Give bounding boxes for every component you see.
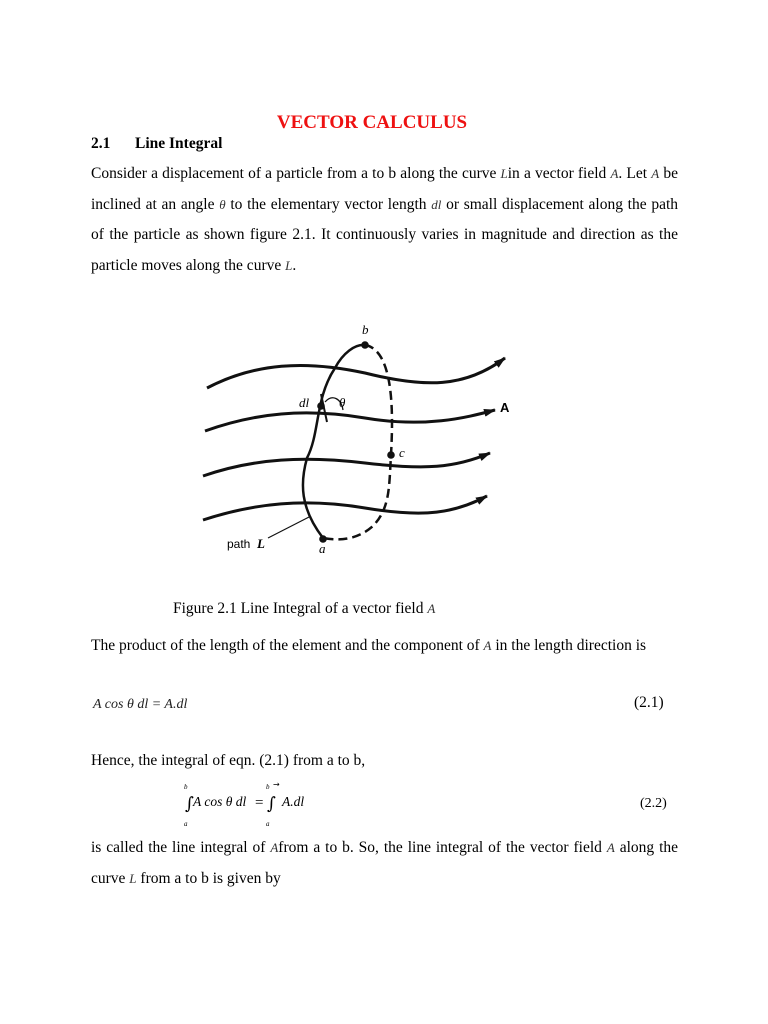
- equation-2-2-drawing: [182, 782, 332, 828]
- math-symbol: A: [606, 840, 615, 855]
- figure-drawing: [195, 318, 525, 563]
- field-line-2: [205, 410, 495, 431]
- math-symbol: L: [129, 870, 137, 886]
- text-run: or small displacement along the path of the particle as shown figure 2.1. It continuously varies in magnitude and direction as the particle moves along the curve: [91, 195, 679, 274]
- math-symbol: θ: [219, 196, 226, 212]
- caption-text: Figure 2.1 Line Integral of a vector field: [173, 600, 428, 617]
- label-A: A: [500, 400, 510, 415]
- point-c: [387, 451, 395, 459]
- equation-lhs: A cos θ dl: [193, 794, 247, 809]
- math-symbol: A: [427, 601, 436, 616]
- field-line-1: [207, 358, 505, 388]
- integral-lower-limit: a: [184, 820, 188, 828]
- text-run: in a vector field: [507, 165, 611, 182]
- point-dl: [317, 402, 325, 410]
- product-paragraph: [91, 631, 678, 662]
- text-run: from a to b. So, the line integral of the vector field: [278, 839, 607, 856]
- section-number: 2.1: [91, 135, 111, 152]
- text-run: .: [292, 256, 297, 274]
- text-run: Consider a displacement of a particle from a to b along the curve: [91, 165, 501, 182]
- intro-paragraph: [91, 159, 678, 281]
- text-run: along the curve: [91, 839, 679, 887]
- label-c: c: [399, 445, 405, 460]
- line-integral-paragraph: [91, 833, 678, 894]
- label-a: a: [319, 541, 326, 556]
- text-run: be inclined at an angle: [91, 165, 678, 213]
- math-symbol: dl: [431, 196, 442, 212]
- math-symbol: A: [270, 840, 279, 855]
- text-run: from a to b is given by: [136, 869, 281, 887]
- text-run: in the length direction is: [491, 637, 647, 654]
- label-path: path: [227, 537, 251, 551]
- path-pointer-line: [268, 516, 311, 538]
- section-title: Line Integral: [135, 135, 223, 152]
- equation-2-2: [182, 782, 332, 828]
- path-curve-left: [303, 345, 365, 538]
- text-run: The product of the length of the element and the component of: [91, 637, 484, 654]
- math-symbol: A: [651, 166, 660, 181]
- figure-line-integral: [195, 318, 525, 563]
- section-heading: [91, 135, 222, 153]
- integral-lower-limit-2: a: [266, 820, 270, 828]
- equation-number-2-2: (2.2): [640, 796, 667, 811]
- page-title: VECTOR CALCULUS: [276, 112, 468, 133]
- label-L: L: [257, 536, 265, 551]
- text-run: . Let: [618, 165, 652, 182]
- figure-caption: [173, 600, 435, 618]
- integral-sign: ∫: [185, 794, 194, 814]
- integral-sign-2: ∫: [267, 794, 276, 814]
- equation-equals: =: [255, 795, 264, 811]
- math-symbol: L: [500, 166, 508, 181]
- field-line-3: [203, 453, 490, 476]
- label-b: b: [362, 322, 369, 337]
- math-symbol: L: [285, 257, 293, 273]
- equation-2-1: A cos θ dl = A.dl: [93, 697, 188, 712]
- label-dl: dl: [299, 395, 310, 410]
- text-run: is called the line integral of: [91, 839, 271, 856]
- point-b: [361, 341, 369, 349]
- integral-upper-limit-2: b: [266, 783, 270, 791]
- label-theta: θ: [339, 395, 346, 410]
- integral-upper-limit: b: [184, 783, 188, 791]
- math-symbol: A: [610, 166, 619, 181]
- field-line-4: [203, 496, 487, 520]
- equation-rhs: A.dl: [282, 794, 305, 809]
- equation-number-2-1: (2.1): [634, 694, 664, 711]
- hence-text: Hence, the integral of eqn. (2.1) from a to b,: [91, 752, 366, 769]
- vector-arrow-icon: →: [273, 782, 280, 789]
- math-symbol: A: [483, 638, 492, 653]
- text-run: to the elementary vector length: [225, 195, 432, 213]
